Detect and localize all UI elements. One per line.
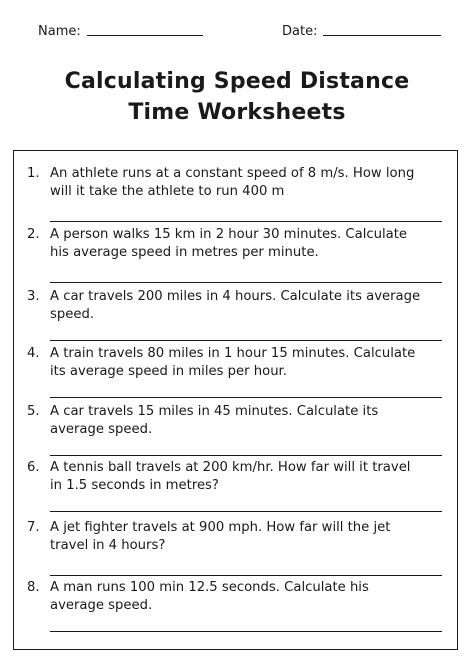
question-text-line-2: in 1.5 seconds in metres? <box>50 478 219 493</box>
title-line-2: Time Worksheets <box>128 100 346 125</box>
question-text-line-2: average speed. <box>50 422 153 437</box>
question-number: 2. <box>27 227 40 242</box>
answer-line[interactable] <box>50 340 442 341</box>
question-number: 1. <box>27 166 40 181</box>
question-text-line-1: A person walks 15 km in 2 hour 30 minutes. Calculate <box>50 227 408 242</box>
question-text-line-1: A jet fighter travels at 900 mph. How far will the jet <box>50 520 391 535</box>
date-field[interactable] <box>282 24 441 39</box>
question-number: 5. <box>27 404 40 419</box>
name-field[interactable] <box>38 24 203 39</box>
header-row <box>38 24 438 44</box>
answer-line[interactable] <box>50 575 442 576</box>
question-text-line-1: A car travels 15 miles in 45 minutes. Calculate its <box>50 404 379 419</box>
question-text <box>50 519 450 555</box>
question-number: 6. <box>27 460 40 475</box>
question-text-line-1: A tennis ball travels at 200 km/hr. How far will it travel <box>50 460 411 475</box>
question-text-line-2: will it take the athlete to run 400 m <box>50 184 285 199</box>
question-text-line-2: its average speed in miles per hour. <box>50 364 287 379</box>
name-label: Name: <box>38 24 81 39</box>
answer-line[interactable] <box>50 631 442 632</box>
question-text <box>50 459 450 495</box>
question-text <box>50 403 450 439</box>
question-number: 4. <box>27 346 40 361</box>
question-number: 7. <box>27 520 40 535</box>
question-number: 3. <box>27 289 40 304</box>
question-text <box>50 579 450 615</box>
question-text-line-1: A man runs 100 min 12.5 seconds. Calculate his <box>50 580 369 595</box>
question-text-line-2: his average speed in metres per minute. <box>50 245 319 260</box>
answer-line[interactable] <box>50 455 442 456</box>
answer-line[interactable] <box>50 397 442 398</box>
question-text-line-2: average speed. <box>50 598 153 613</box>
question-text-line-1: A train travels 80 miles in 1 hour 15 minutes. Calculate <box>50 346 416 361</box>
title-line-1: Calculating Speed Distance <box>64 69 410 94</box>
date-label: Date: <box>282 24 318 39</box>
question-text-line-1: A car travels 200 miles in 4 hours. Calculate its average <box>50 289 421 304</box>
question-text-line-1: An athlete runs at a constant speed of 8 m/s. How long <box>50 166 415 181</box>
worksheet-title <box>0 66 474 128</box>
question-text-line-2: speed. <box>50 307 95 322</box>
question-text-line-2: travel in 4 hours? <box>50 538 166 553</box>
answer-line[interactable] <box>50 511 442 512</box>
question-number: 8. <box>27 580 40 595</box>
question-text <box>50 288 450 324</box>
question-box <box>13 150 458 650</box>
date-blank-line[interactable] <box>323 35 441 36</box>
answer-line[interactable] <box>50 282 442 283</box>
name-blank-line[interactable] <box>87 35 203 36</box>
question-text <box>50 165 450 201</box>
answer-line[interactable] <box>50 221 442 222</box>
question-text <box>50 345 450 381</box>
question-text <box>50 226 450 262</box>
